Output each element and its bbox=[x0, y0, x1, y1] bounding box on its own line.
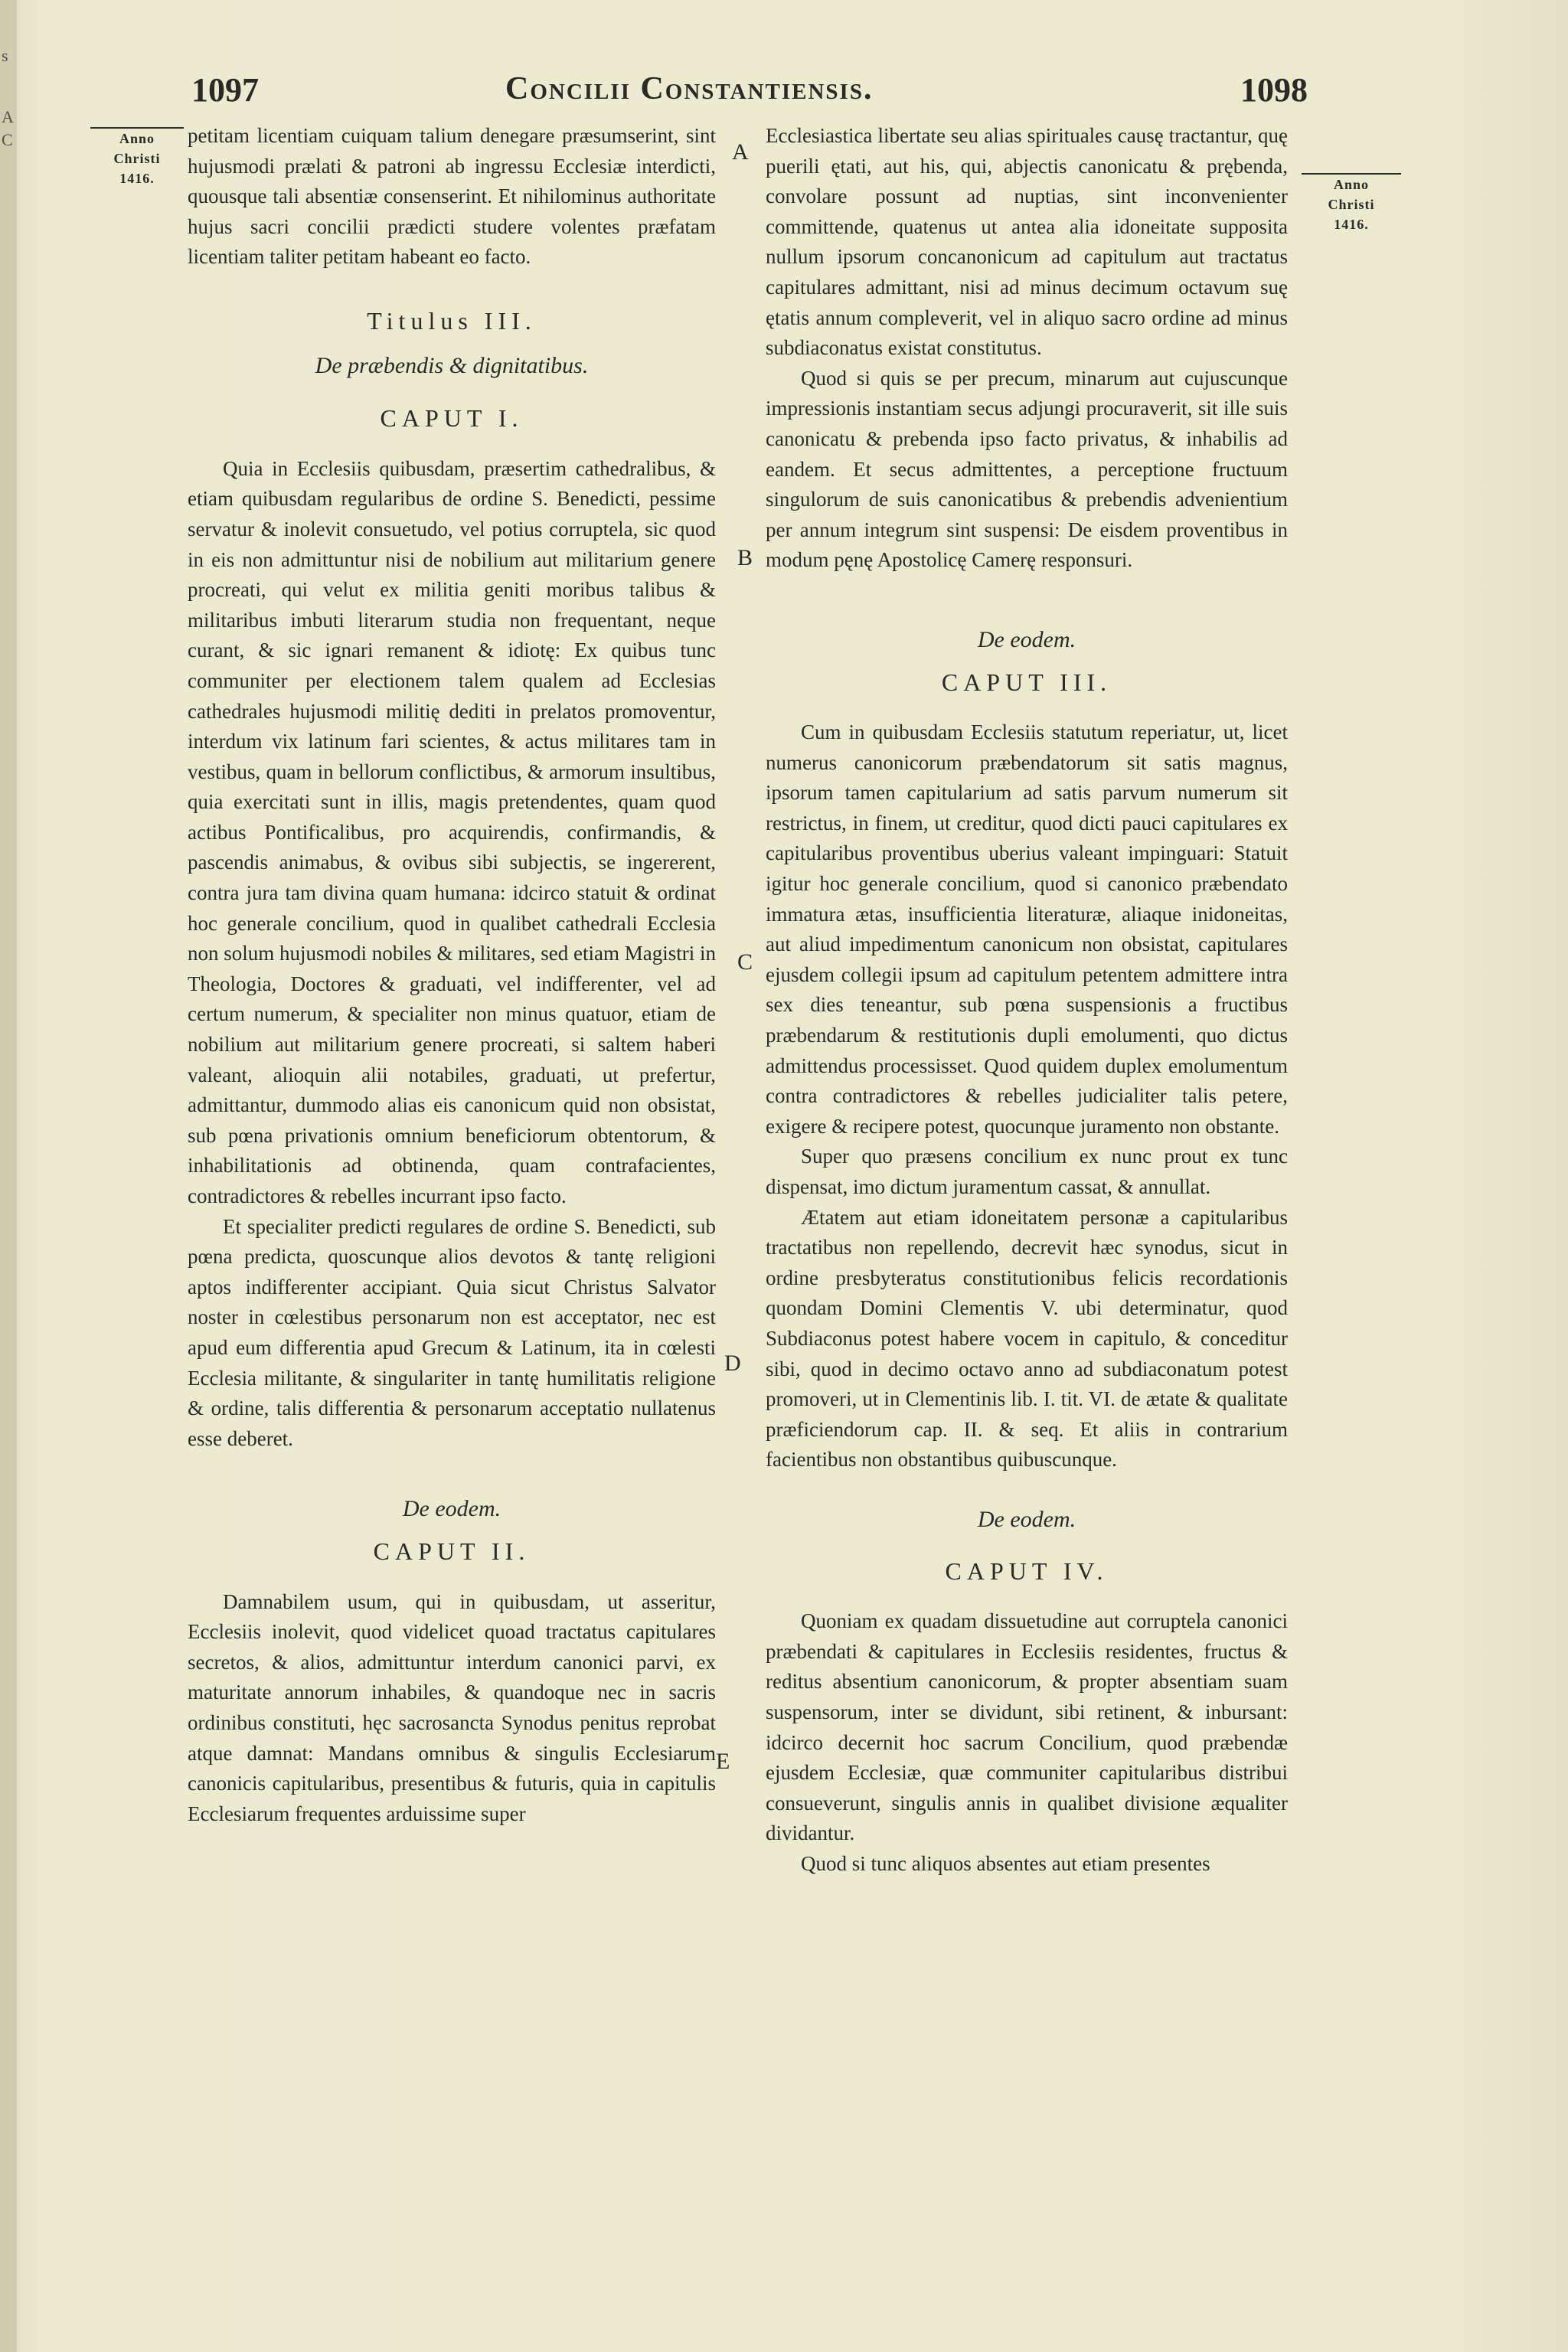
section-letter-e: E bbox=[716, 1749, 730, 1774]
right-column bbox=[766, 121, 1288, 1879]
margin-note-anno: Anno bbox=[1333, 177, 1370, 192]
paragraph: Cum in quibusdam Ecclesiis statutum reperiatur, ut, licet numerus canonicorum præbendatorum sit satis magnus, ipsorum tamen capitularium ad satis parvum numerum sit restrictus, in finem, ut creditur, quod dicti pauci capitulares ex capitularibus proventibus uberius valeant impinguari: Statuit igitur hoc generale concilium, quod si canonico præbendato immatura ætas, insufficientia literaturæ, aliaque inidoneitas, aut aliud impedimentum canonicum non obsistat, capitulares ejusdem collegii ipsum ad capitulum petentem admittere intra sex dies teneantur, sub pœna suspensionis a fructibus præbendarum & restitutionis dupli emolumenti, quo dictus admittendus processisset. Quod quidem duplex emolumentum contra contradictores & rebelles judicialiter talis petere, exigere & recipere potest, quocunque juramento non obstante. bbox=[766, 720, 1288, 1138]
titulus-subheading: De præbendis & dignitatibus. bbox=[315, 352, 589, 378]
paragraph: Super quo præsens concilium ex nunc prout ex tunc dispensat, imo dictum juramentum cassat, & annullat. bbox=[766, 1145, 1288, 1198]
margin-note-christi: Christi bbox=[1328, 197, 1375, 212]
de-eodem-heading: De eodem. bbox=[977, 1506, 1076, 1532]
caput-heading: CAPUT II. bbox=[373, 1537, 531, 1565]
binding-gutter bbox=[0, 0, 17, 2352]
section-letter-a: A bbox=[732, 139, 749, 165]
margin-note-right bbox=[1302, 173, 1401, 234]
section-letter-c: C bbox=[737, 949, 753, 975]
margin-note-year: 1416. bbox=[119, 171, 155, 186]
margin-note-year: 1416. bbox=[1334, 217, 1369, 232]
running-title: Concilii Constantiensis. bbox=[505, 71, 874, 106]
paragraph: Quia in Ecclesiis quibusdam, præsertim cathedralibus, & etiam quibusdam regularibus de ordine S. Benedicti, pessime servatur & inolevit consuetudo, vel potius corruptela, sic quod in eis non admittuntur nisi de nobilium aut militarium genere procreati, qui velut ex militia geniti moribus talibus & militaribus imbuti literarum studia non frequentant, neque curant, & sic ignari remanent & idiotę: Ex quibus tunc communiter per electionem talem qualem ad Ecclesias cathedrales hujusmodi militię dediti in prelatos promoventur, interdum vix latinum fari scientes, & actus militares tam in vestibus, quam in bellorum conflictibus, & armorum insultibus, quia exercitati sunt in illis, magis pretendentes, quam quod actibus Pontificalibus, pro acquirendis, confirmandis, & pascendis animabus, & ovibus sibi subjectis, se ingererent, contra jura tam divina quam humana: idcirco statuit & ordinat hoc generale concilium, quod in qualibet cathedrali Ecclesia non solum hujusmodi nobiles & militares, sed etiam Magistri in Theologia, Doctores & graduati, vel indifferenter, vel ad certum numerum, & specialiter non minus quatuor, etiam de nobilium aut militarium genere procreati, si saltem haberi valeant, alioquin alii notabiles, graduati, ut prefertur, admittantur, dummodo alias eis canonicum quid non obsistat, sub pœna privationis omnium beneficiorum obtentorum, & inhabilitationis ad obtinenda, quam contrafacientes, contradictores & rebelles incurrant ipso facto. bbox=[188, 456, 716, 1207]
left-column bbox=[188, 121, 716, 1829]
section-letter-d: D bbox=[724, 1351, 741, 1376]
caput-heading: CAPUT I. bbox=[380, 404, 524, 433]
paragraph: Quod si tunc aliquos absentes aut etiam presentes bbox=[801, 1851, 1210, 1875]
paragraph: petitam licentiam cuiquam talium denegare præsumserint, sint hujusmodi prælati & patroni ab ingressu Ecclesiæ interdicti, quousque tali absentiæ consenserint. Et nihilominus authoritate hujus sacri concilii prædicti studere volentes præfatam licentiam taliter petitam habeant eo facto. bbox=[188, 124, 716, 269]
page-number-left: 1097 bbox=[191, 71, 259, 109]
edge-glyph: C bbox=[2, 130, 13, 149]
edge-glyph: s bbox=[2, 46, 8, 65]
paragraph: Ætatem aut etiam idoneitatem personæ a capitularibus tractatibus non repellendo, decrevit hæc synodus, sicut in ordine presbyteratus constitutionibus felicis recordationis quondam Domini Clementis V. ubi determinatur, quod Subdiaconus potest habere vocem in capitulo, & conceditur sibi, quod in decimo octavo anno ad subdiaconatum potest promoveri, ut in Clementinis lib. I. tit. VI. de ætate & qualitate præficiendorum cap. II. & seq. Et aliis in contrarium facientibus non obstantibus quibuscunque. bbox=[766, 1205, 1288, 1472]
paragraph: Et specialiter predicti regulares de ordine S. Benedicti, sub pœna predicta, quoscunque alios devotos & tantę religioni aptos indifferenter accipiant. Quia sicut Christus Salvator noster in cœlestibus personarum non est acceptator, nec est apud eum differentia apud Grecum & Latinum, ita in cœlesti Ecclesia militante, & singulariter in tantę humilitatis religione & ordine, talis differentia & personarum acceptatio nullatenus esse deberet. bbox=[188, 1214, 716, 1450]
titulus-heading: Titulus III. bbox=[367, 306, 537, 335]
paragraph: Quoniam ex quadam dissuetudine aut corruptela canonici præbendati & capitulares in Ecclesiis residentes, fructus & reditus absentium canonicorum, & propter absentiam suam suspensorum, inter se dividunt, sibi retinent, & inbursant: idcirco decernit hoc sacrum Concilium, quod præbendæ ejusdem Ecclesiæ, quæ communiter capitularibus distribui consueverunt, singulis annis in qualibet divisione æqualiter dividantur. bbox=[766, 1609, 1288, 1845]
page-number-right: 1098 bbox=[1240, 71, 1308, 109]
section-letter-b: B bbox=[737, 545, 753, 570]
paragraph: Ecclesiastica libertate seu alias spirituales causę tractantur, quę puerili ętati, aut his, qui, abjectis canonicatu & prębenda, convolare possunt ad nuptias, sint inconvenienter committende, quatenus ut antea alia idoneitate supposita nullum ipsorum concanonicum ad capitulum aut tractatus capitulares admittant, nisi ad minus decimum octavum suę ętatis annum compleverit, vel in aliquo sacro ordine ad minus subdiaconatus existat constitutus. bbox=[766, 124, 1288, 360]
paragraph: Quod si quis se per precum, minarum aut cujuscunque impressionis instantiam secus adjungi procuraverit, sit ille suis canonicatu & prebenda ipso facto privatus, & inhabilis ad eandem. Et secus admittentes, a perceptione fructuum singulorum de suis canonicatibus & prebendis advenientium per annum integrum sint suspensi: De eisdem proventibus in modum pęnę Apostolicę Camerę responsuri. bbox=[766, 366, 1288, 572]
margin-note-anno: Anno bbox=[119, 131, 155, 146]
caput-heading: CAPUT IV. bbox=[945, 1557, 1109, 1585]
margin-note-left bbox=[90, 127, 184, 188]
de-eodem-heading: De eodem. bbox=[977, 626, 1076, 652]
edge-glyph: A bbox=[2, 107, 14, 126]
de-eodem-heading: De eodem. bbox=[402, 1496, 501, 1522]
margin-note-christi: Christi bbox=[113, 151, 161, 166]
paragraph: Damnabilem usum, qui in quibusdam, ut asseritur, Ecclesiis inolevit, quod videlicet quoad tractatus capitulares secretos, & alios, admittuntur interdum canonici parvi, ex maturitate annorum inhabiles, & quandoque nec in sacris ordinibus constituti, hęc sacrosancta Synodus penitus reprobat atque damnat: Mandans omnibus & singulis Ecclesiarum canonicis capitularibus, presentibus & futuris, quia in capitulis Ecclesiarum frequentes arduissime super bbox=[188, 1589, 716, 1825]
caput-heading: CAPUT III. bbox=[941, 668, 1112, 696]
